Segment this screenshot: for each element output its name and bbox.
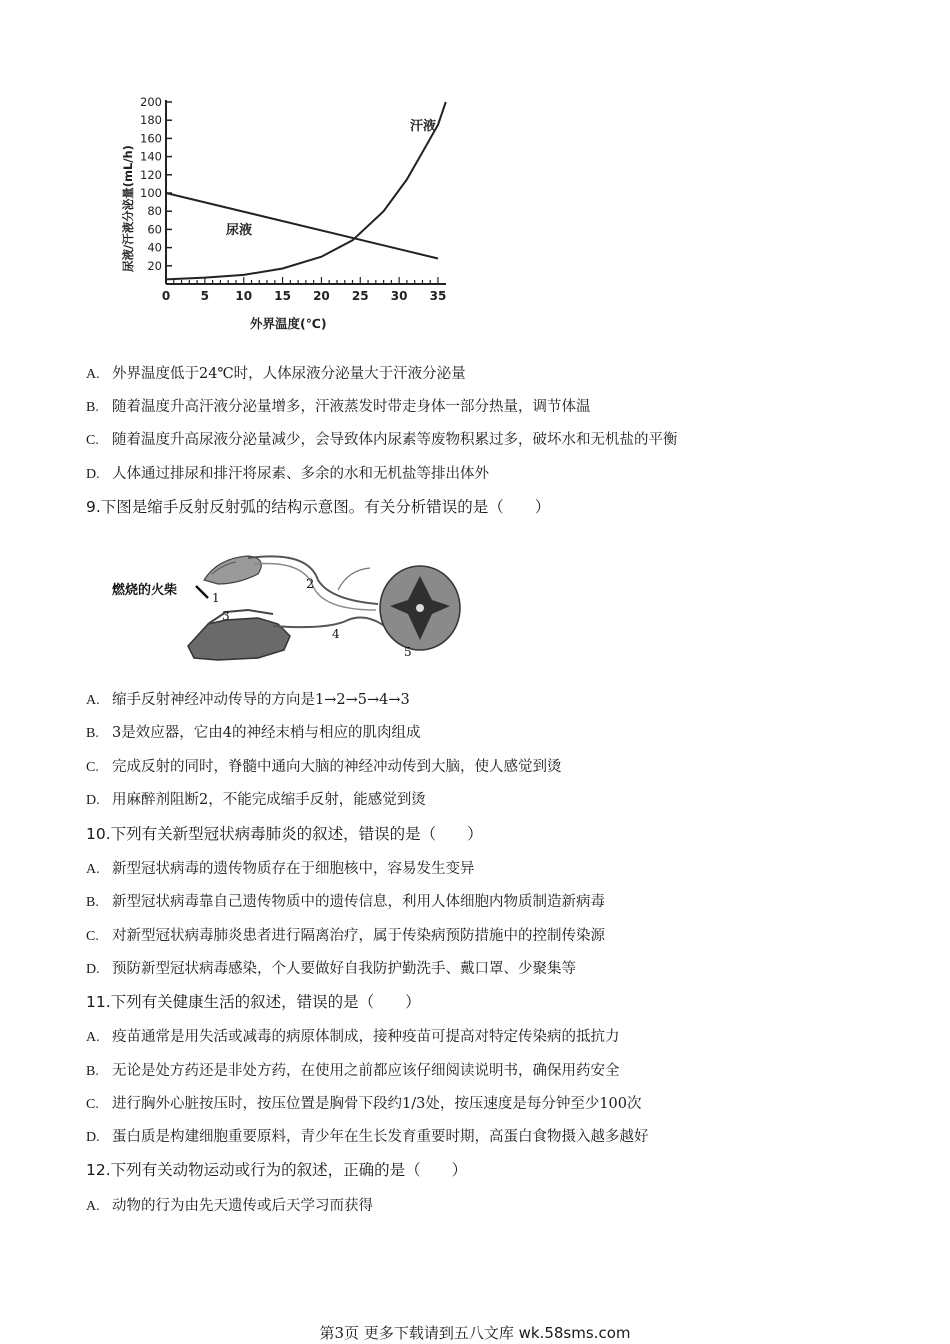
- x-tick-label: 15: [274, 289, 291, 303]
- q10-option-c[interactable]: C. 对新型冠状病毒肺炎患者进行隔离治疗，属于传染病预防措施中的控制传染源: [86, 928, 605, 944]
- q11-option-c[interactable]: C. 进行胸外心脏按压时，按压位置是胸骨下段约1/3处，按压速度是每分钟至少100次: [86, 1096, 642, 1112]
- q9-option-d[interactable]: D. 用麻醉剂阻断2，不能完成缩手反射，能感觉到烫: [86, 792, 426, 808]
- label-4: 4: [332, 627, 340, 641]
- footer-text: 更多下载请到五八文库: [363, 1324, 514, 1342]
- q12-option-a[interactable]: A. 动物的行为由先天遗传或后天学习而获得: [86, 1198, 373, 1214]
- series-line-urine: [166, 193, 438, 259]
- series-line-sweat: [166, 102, 446, 279]
- q11-option-b[interactable]: B. 无论是处方药还是非处方药，在使用之前都应该仔细阅读说明书，确保用药安全: [86, 1063, 620, 1079]
- footer-site-link[interactable]: wk.58sms.com: [518, 1324, 631, 1342]
- y-tick-label: 180: [140, 113, 162, 128]
- x-tick-label: 0: [161, 289, 171, 303]
- q9-stem: 9.下图是缩手反射反射弧的结构示意图。有关分析错误的是（ ）: [86, 498, 551, 516]
- y-tick-label: 200: [140, 95, 162, 109]
- chart-xlabel: 外界温度(℃): [250, 316, 327, 331]
- q9-option-b[interactable]: B. 3是效应器，它由4的神经末梢与相应的肌肉组成: [86, 725, 421, 741]
- y-tick-label: 120: [140, 167, 162, 182]
- q10-option-d[interactable]: D. 预防新型冠状病毒感染，个人要做好自我防护勤洗手、戴口罩、少聚集等: [86, 961, 576, 977]
- q10-option-a[interactable]: A. 新型冠状病毒的遗传物质存在于细胞核中，容易发生变异: [86, 861, 475, 877]
- secretion-chart: [108, 84, 488, 334]
- y-tick-label: 40: [147, 240, 162, 255]
- q8-option-d[interactable]: D. 人体通过排尿和排汗将尿素、多余的水和无机盐等排出体外: [86, 466, 489, 482]
- series-label-urine: 尿液: [226, 223, 253, 238]
- q9-option-c[interactable]: C. 完成反射的同时，脊髓中通向大脑的神经冲动传到大脑，使人感觉到烫: [86, 759, 562, 775]
- y-tick-label: 20: [147, 258, 162, 273]
- q10-stem: 10.下列有关新型冠状病毒肺炎的叙述，错误的是（ ）: [86, 825, 483, 843]
- label-3: 3: [222, 609, 230, 623]
- q11-stem: 11.下列有关健康生活的叙述，错误的是（ ）: [86, 993, 421, 1011]
- q8-option-c[interactable]: C. 随着温度升高尿液分泌量减少，会导致体内尿素等废物积累过多，破坏水和无机盐的平衡: [86, 432, 678, 448]
- chart-ylabel: 尿液/汗液分泌量(mL/h): [121, 145, 135, 272]
- q8-option-b[interactable]: B. 随着温度升高汗液分泌量增多，汗液蒸发时带走身体一部分热量，调节体温: [86, 399, 591, 415]
- y-tick-label: 100: [140, 186, 162, 200]
- y-tick-label: 160: [140, 131, 162, 146]
- q12-stem: 12.下列有关动物运动或行为的叙述，正确的是（ ）: [86, 1161, 468, 1179]
- y-tick-label: 80: [147, 204, 162, 219]
- label-match: 燃烧的火柴: [112, 583, 178, 598]
- x-tick-label: 10: [235, 289, 253, 303]
- x-tick-label: 30: [390, 289, 408, 303]
- footer-page: 第3页: [319, 1324, 360, 1342]
- x-tick-label: 25: [351, 289, 369, 303]
- y-tick-label: 60: [147, 222, 162, 237]
- q11-option-a[interactable]: A. 疫苗通常是用失活或减毒的病原体制成，接种疫苗可提高对特定传染病的抵抗力: [86, 1029, 620, 1045]
- q10-option-b[interactable]: B. 新型冠状病毒靠自己遗传物质中的遗传信息，利用人体细胞内物质制造新病毒: [86, 894, 605, 910]
- y-tick-label: 140: [140, 149, 162, 164]
- q11-option-d[interactable]: D. 蛋白质是构建细胞重要原料，青少年在生长发育重要时期，高蛋白食物摄入越多越好: [86, 1129, 649, 1145]
- x-tick-label: 20: [313, 289, 330, 303]
- q9-option-a[interactable]: A. 缩手反射神经冲动传导的方向是1→2→5→4→3: [86, 692, 410, 708]
- q8-option-a[interactable]: A. 外界温度低于24℃时，人体尿液分泌量大于汗液分泌量: [86, 366, 466, 382]
- page-footer: [0, 1322, 950, 1343]
- chart-svg: [108, 84, 488, 334]
- x-tick-label: 35: [429, 289, 447, 303]
- x-tick-label: 5: [200, 289, 210, 303]
- series-label-sweat: 汗液: [410, 119, 437, 134]
- label-2: 2: [306, 577, 315, 592]
- label-5: 5: [404, 645, 412, 659]
- label-1: 1: [212, 591, 220, 605]
- reflex-arc-diagram: [108, 540, 478, 666]
